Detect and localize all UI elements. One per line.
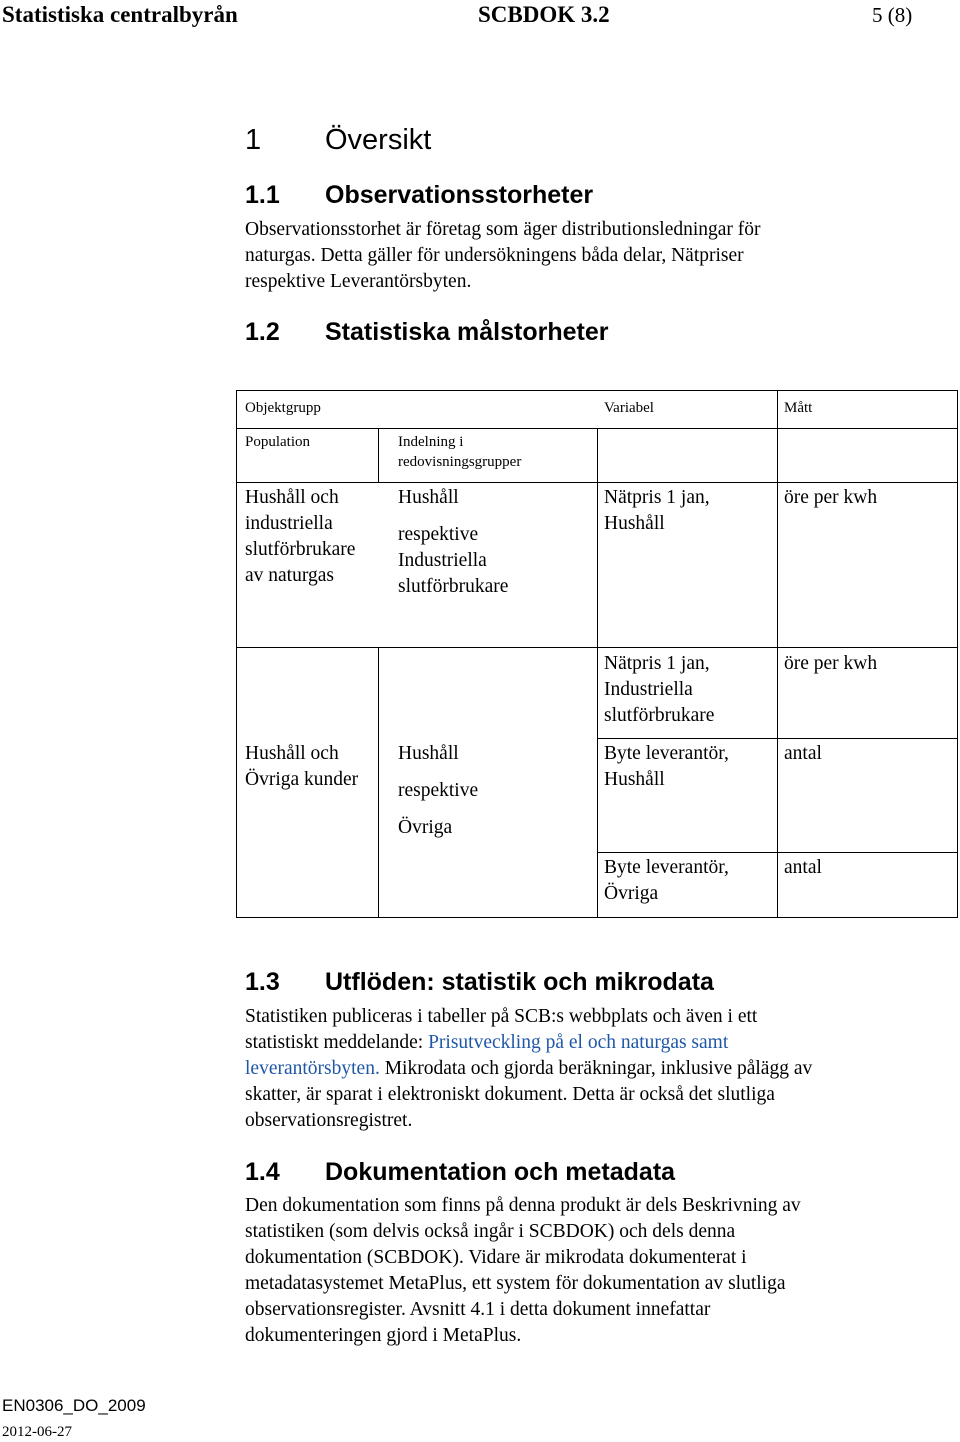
text-line: naturgas. Detta gäller för undersökningens båda delar, Nätpriser	[245, 245, 744, 266]
cell-variabel	[604, 741, 729, 793]
text-line: skatter, är sparat i elektroniskt dokument. Detta är också det slutliga	[245, 1084, 775, 1105]
text-line: Statistiken publiceras i tabeller på SCB:s webbplats och även i ett	[245, 1006, 758, 1027]
header-doc-id: SCBDOK 3.2	[478, 2, 610, 27]
subsection-1-1-heading	[245, 181, 593, 210]
text-line: Observationsstorhet är företag som äger distributionsledningar för	[245, 219, 761, 240]
text-line: respektive Leverantörsbyten.	[245, 271, 472, 292]
cell-variabel	[604, 485, 710, 537]
text-line: redovisningsgrupper	[398, 454, 522, 470]
paragraph-utfloden	[245, 1004, 925, 1134]
text-fragment: statistiskt meddelande:	[245, 1032, 429, 1053]
text-line: Nätpris 1 jan,	[604, 487, 710, 508]
section-number: 1	[245, 124, 262, 156]
subsection-1-2-heading	[245, 318, 608, 347]
text-line: Hushåll	[398, 487, 459, 508]
text-line: Hushåll och	[245, 487, 339, 508]
text-line: respektive	[398, 524, 479, 545]
text-line: Nätpris 1 jan,	[604, 653, 710, 674]
text-line: observationsregister. Avsnitt 4.1 i detta dokument innefattar	[245, 1299, 711, 1320]
text-line: Övriga	[604, 883, 659, 904]
text-line: Byte leverantör,	[604, 857, 729, 878]
text-line: dokumenteringen gjord i MetaPlus.	[245, 1325, 522, 1346]
text-line: Övriga	[398, 817, 453, 838]
header-org: Statistiska centralbyrån	[2, 2, 238, 27]
footer-date: 2012-06-27	[2, 1424, 72, 1440]
text-line: respektive	[398, 780, 479, 801]
subsection-1-4-heading	[245, 1158, 675, 1187]
subsection-1-3-heading	[245, 968, 714, 997]
section-title: Översikt	[325, 124, 432, 156]
subsection-title: Dokumentation och metadata	[325, 1158, 676, 1186]
cell-matt: öre per kwh	[784, 487, 878, 508]
header-page-number: 5 (8)	[872, 3, 913, 27]
section-1-heading	[245, 124, 431, 157]
text-line: slutförbrukare	[604, 705, 715, 726]
text-line: observationsregistret.	[245, 1110, 413, 1131]
text-line: Byte leverantör,	[604, 743, 729, 764]
text-line: metadatasystemet MetaPlus, ett system för dokumentation av slutliga	[245, 1273, 786, 1294]
table-header-matt: Mått	[784, 400, 813, 416]
table-rule	[236, 390, 237, 918]
table-rule	[378, 647, 379, 918]
cell-population	[245, 741, 358, 793]
subsection-number: 1.2	[245, 318, 280, 346]
footer-doc-code: EN0306_DO_2009	[2, 1396, 146, 1415]
text-line: slutförbrukare	[245, 539, 356, 560]
cell-matt: antal	[784, 743, 822, 764]
text-line: Hushåll	[604, 513, 665, 534]
text-line: industriella	[245, 513, 333, 534]
table-rule	[597, 428, 598, 918]
cell-indelning	[398, 485, 508, 600]
text-line: av naturgas	[245, 565, 334, 586]
subsection-title: Statistiska målstorheter	[325, 318, 609, 346]
text-line: Industriella	[604, 679, 693, 700]
text-line	[245, 1030, 925, 1056]
subsection-title: Observationsstorheter	[325, 181, 594, 209]
paragraph-observationsstorheter	[245, 217, 925, 295]
cell-variabel	[604, 855, 729, 907]
subsection-number: 1.1	[245, 181, 280, 209]
publication-link[interactable]: Prisutveckling på el och naturgas samt	[428, 1032, 729, 1053]
table-rule	[236, 390, 958, 391]
cell-variabel	[604, 651, 714, 729]
subsection-number: 1.4	[245, 1158, 280, 1186]
table-header-variabel: Variabel	[604, 400, 654, 416]
publication-link[interactable]: leverantörsbyten.	[245, 1058, 380, 1079]
table-rule	[957, 390, 958, 918]
cell-indelning	[398, 741, 478, 841]
text-line: Den dokumentation som finns på denna produkt är dels Beskrivning av	[245, 1195, 801, 1216]
text-fragment: Mikrodata och gjorda beräkningar, inklusive pålägg av	[379, 1058, 813, 1079]
text-line: Hushåll och	[245, 743, 339, 764]
paragraph-dokumentation	[245, 1193, 925, 1349]
subsection-title: Utflöden: statistik och mikrodata	[325, 968, 714, 996]
text-line: Indelning i	[398, 434, 464, 450]
cell-matt: antal	[784, 857, 822, 878]
text-line: Hushåll	[398, 743, 459, 764]
table-header-objektgrupp: Objektgrupp	[245, 400, 321, 416]
subsection-number: 1.3	[245, 968, 280, 996]
text-line: Övriga kunder	[245, 769, 359, 790]
cell-population	[245, 485, 355, 589]
text-line: Hushåll	[604, 769, 665, 790]
table-rule	[777, 390, 778, 918]
text-line	[245, 1056, 925, 1082]
text-line: slutförbrukare	[398, 576, 509, 597]
table-header-indelning	[398, 432, 521, 472]
cell-matt: öre per kwh	[784, 653, 878, 674]
text-line: dokumentation (SCBDOK). Vidare är mikrodata dokumenterat i	[245, 1247, 747, 1268]
text-line: Industriella	[398, 550, 487, 571]
text-line: statistiken (som delvis också ingår i SCBDOK) och dels denna	[245, 1221, 736, 1242]
table-rule	[378, 428, 379, 482]
table-header-population: Population	[245, 434, 311, 450]
